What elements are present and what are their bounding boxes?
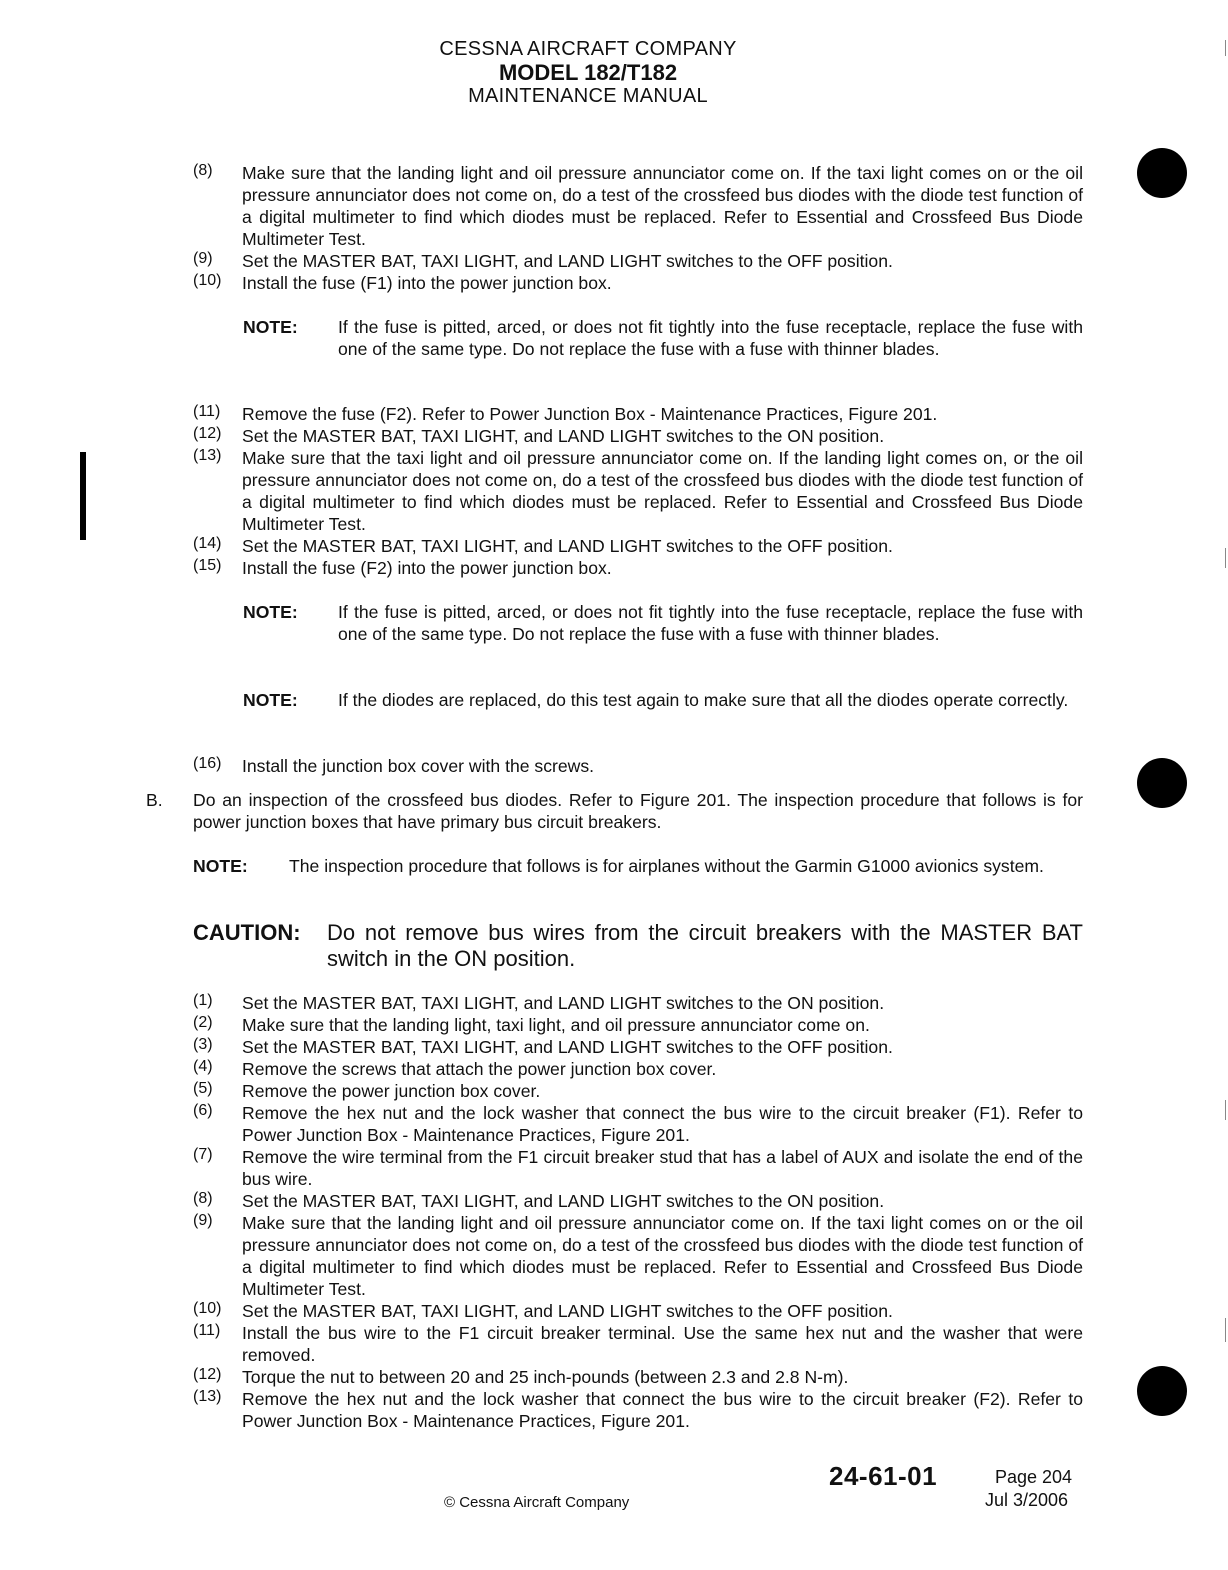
manual-title: MAINTENANCE MANUAL [468,85,708,107]
page-header [0,38,1176,107]
step-text: Set the MASTER BAT, TAXI LIGHT, and LAND LIGHT switches to the ON position. [242,1191,885,1211]
list-item [193,992,1083,1014]
step-text: Install the bus wire to the F1 circuit breaker terminal. Use the same hex nut and the washer that were removed. [242,1323,1083,1365]
list-item [193,403,1083,425]
list-item [193,557,1083,579]
caution-block [193,920,1083,972]
list-item [193,250,1083,272]
section-b-paragraph [146,789,1083,833]
note-text: If the fuse is pitted, arced, or does not fit tightly into the fuse receptacle, replace the fuse with one of the same type. Do not replace the fuse with a fuse with thinner blades. [338,317,1083,359]
step-number: (6) [193,1102,213,1119]
caution-text: Do not remove bus wires from the circuit breakers with the MASTER BAT switch in the ON position. [327,920,1083,971]
list-item [193,1322,1083,1366]
step-number: (11) [193,1322,221,1339]
step-text: Install the fuse (F1) into the power junction box. [242,273,612,293]
step-text: Install the fuse (F2) into the power junction box. [242,558,612,578]
note-block [193,855,1083,877]
section-letter: B. [146,790,163,810]
revision-date: Jul 3/2006 [985,1490,1069,1510]
page-number: Page 204 [995,1467,1073,1487]
step-number: (8) [193,162,213,179]
list-item [193,1058,1083,1080]
list-item [193,1300,1083,1322]
step-number: (9) [193,1212,213,1229]
note-text: If the fuse is pitted, arced, or does not fit tightly into the fuse receptacle, replace the fuse with one of the same type. Do not replace the fuse with a fuse with thinner blades. [338,602,1083,644]
note-text: If the diodes are replaced, do this test again to make sure that all the diodes operate correctly. [338,690,1069,710]
scan-edge-mark [1225,1318,1226,1342]
punch-hole-icon [1137,148,1187,198]
list-item [193,1366,1083,1388]
step-text: Set the MASTER BAT, TAXI LIGHT, and LAND LIGHT switches to the ON position. [242,993,885,1013]
list-item [193,1388,1083,1432]
step-number: (13) [193,1388,222,1405]
step-text: Set the MASTER BAT, TAXI LIGHT, and LAND LIGHT switches to the OFF position. [242,1301,893,1321]
punch-hole-icon [1137,758,1187,808]
model-title: MODEL 182/T182 [498,60,678,85]
scan-edge-mark [1225,40,1226,56]
note-label: NOTE: [243,690,298,710]
step-number: (5) [193,1080,213,1097]
step-text: Remove the hex nut and the lock washer that connect the bus wire to the circuit breaker (F1). Refer to Power Junction Box - Maintenance Practices, Figure 201. [242,1103,1083,1145]
list-item [193,162,1083,250]
step-text: Remove the screws that attach the power junction box cover. [242,1059,717,1079]
step-text: Install the junction box cover with the screws. [242,756,595,776]
step-number: (8) [193,1190,213,1207]
step-text: Set the MASTER BAT, TAXI LIGHT, and LAND LIGHT switches to the OFF position. [242,251,893,271]
list-item [193,447,1083,535]
step-number: (2) [193,1014,213,1031]
note-label: NOTE: [193,856,248,876]
note-block [243,689,1083,711]
list-item [193,755,1083,777]
list-item [193,1014,1083,1036]
step-text: Remove the power junction box cover. [242,1081,541,1101]
step-text: Set the MASTER BAT, TAXI LIGHT, and LAND LIGHT switches to the OFF position. [242,1037,893,1057]
step-text: Remove the hex nut and the lock washer that connect the bus wire to the circuit breaker (F2). Refer to Power Junction Box - Maintenance Practices, Figure 201. [242,1389,1083,1431]
copyright-notice: © Cessna Aircraft Company [444,1494,630,1511]
step-number: (9) [193,250,213,267]
step-number: (15) [193,557,222,574]
note-block [243,316,1083,360]
company-name: CESSNA AIRCRAFT COMPANY [439,38,737,60]
list-item [193,425,1083,447]
step-number: (12) [193,1366,222,1383]
note-text: The inspection procedure that follows is for airplanes without the Garmin G1000 avionics system. [289,856,1044,876]
step-text: Torque the nut to between 20 and 25 inch-pounds (between 2.3 and 2.8 N-m). [242,1367,849,1387]
scan-edge-mark [1225,1100,1226,1120]
step-text: Remove the wire terminal from the F1 circuit breaker stud that has a label of AUX and isolate the end of the bus wire. [242,1147,1083,1189]
step-text: Make sure that the landing light and oil pressure annunciator come on. If the taxi light comes on or the oil pressure annunciator does not come on, do a test of the crossfeed bus diodes with the diode test function of a digital multimeter to find which diodes must be replaced. Refer to Essential and Crossfeed Bus Diode Multimeter Test. [242,163,1083,249]
step-text: Set the MASTER BAT, TAXI LIGHT, and LAND LIGHT switches to the OFF position. [242,536,893,556]
step-text: Make sure that the landing light and oil pressure annunciator come on. If the taxi light comes on or the oil pressure annunciator does not come on, do a test of the crossfeed bus diodes with the diode test function of a digital multimeter to find which diodes must be replaced. Refer to Essential and Crossfeed Bus Diode Multimeter Test. [242,1213,1083,1299]
list-item [193,1036,1083,1058]
step-number: (13) [193,447,222,464]
step-number: (16) [193,755,222,772]
note-label: NOTE: [243,317,298,337]
chapter-code: 24-61-01 [829,1461,938,1491]
list-item [193,1212,1083,1300]
caution-label: CAUTION: [193,920,301,945]
step-text: Set the MASTER BAT, TAXI LIGHT, and LAND LIGHT switches to the ON position. [242,426,885,446]
list-item [193,272,1083,294]
list-item [193,1146,1083,1190]
step-number: (14) [193,535,222,552]
step-number: (12) [193,425,222,442]
step-number: (11) [193,403,221,420]
list-item [193,1080,1083,1102]
list-item [193,1190,1083,1212]
step-number: (7) [193,1146,213,1163]
note-block [243,601,1083,645]
step-text: Remove the fuse (F2). Refer to Power Junction Box - Maintenance Practices, Figure 201. [242,404,938,424]
list-item [193,535,1083,557]
punch-hole-icon [1137,1366,1187,1416]
scan-edge-mark [1225,548,1226,568]
step-text: Make sure that the taxi light and oil pressure annunciator come on. If the landing light comes on, or the oil pressure annunciator does not come on, do a test of the crossfeed bus diodes with the diode test function of a digital multimeter to find which diodes must be replaced. Refer to Essential and Crossfeed Bus Diode Multimeter Test. [242,448,1083,534]
step-number: (10) [193,272,222,289]
step-number: (10) [193,1300,222,1317]
step-number: (3) [193,1036,213,1053]
step-text: Make sure that the landing light, taxi light, and oil pressure annunciator come on. [242,1015,870,1035]
step-number: (1) [193,992,213,1009]
revision-change-bar [80,452,86,540]
list-item [193,1102,1083,1146]
note-label: NOTE: [243,602,298,622]
section-text: Do an inspection of the crossfeed bus diodes. Refer to Figure 201. The inspection procedure that follows is for power junction boxes that have primary bus circuit breakers. [193,790,1083,832]
step-number: (4) [193,1058,213,1075]
